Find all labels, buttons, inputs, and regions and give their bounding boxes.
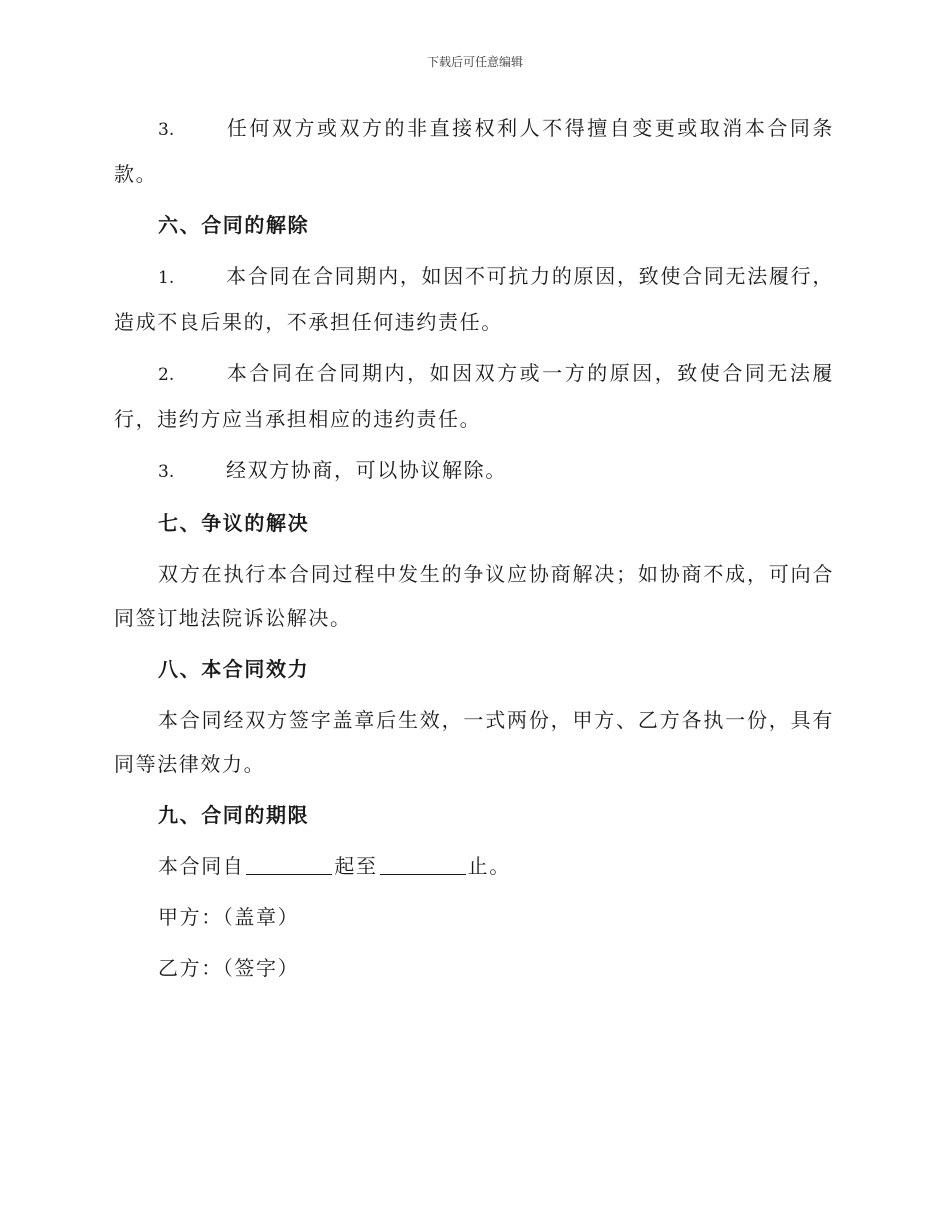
clause-text: 本合同在合同期内，如因不可抗力的原因，致使合同无法履行，造成不良后果的，不承担任何违约责任。 (114, 264, 834, 334)
clause-number: 1. (158, 268, 175, 288)
termination-item-2 (114, 351, 834, 441)
section-heading-dispute: 七、争议的解决 (158, 511, 310, 535)
term-suffix: 止。 (467, 854, 511, 878)
clause-text: 本合同在合同期内，如因双方或一方的原因，致使合同无法履行，违约方应当承担相应的违约责任。 (114, 361, 834, 431)
clause-text: 任何双方或双方的非直接权利人不得擅自变更或取消本合同条款。 (114, 116, 834, 186)
clause-item-3 (114, 106, 834, 196)
end-date-blank[interactable] (380, 852, 466, 875)
page-header: 下载后可任意编辑 (426, 55, 523, 69)
termination-item-3 (114, 448, 834, 494)
term-prefix: 本合同自 (158, 854, 245, 878)
start-date-blank[interactable] (246, 852, 332, 875)
term-line (114, 844, 834, 888)
clause-number: 3. (158, 462, 175, 482)
document-body (114, 106, 834, 990)
clause-number: 2. (158, 365, 175, 385)
clause-number: 3. (158, 120, 175, 140)
dispute-paragraph: 双方在执行本合同过程中发生的争议应协商解决；如协商不成，可向合同签订地法院诉讼解决。 (114, 562, 834, 630)
validity-paragraph: 本合同经双方签字盖章后生效，一式两份，甲方、乙方各执一份，具有同等法律效力。 (114, 708, 834, 776)
section-heading-validity: 八、本合同效力 (158, 657, 310, 681)
party-b-line: 乙方：（签字） (158, 956, 300, 980)
section-heading-termination: 六、合同的解除 (158, 213, 310, 237)
section-heading-term: 九、合同的期限 (158, 803, 310, 827)
termination-item-1 (114, 254, 834, 344)
term-middle: 起至 (334, 854, 378, 878)
clause-text: 经双方协商，可以协议解除。 (226, 458, 507, 482)
party-a-line: 甲方：（盖章） (158, 905, 300, 929)
